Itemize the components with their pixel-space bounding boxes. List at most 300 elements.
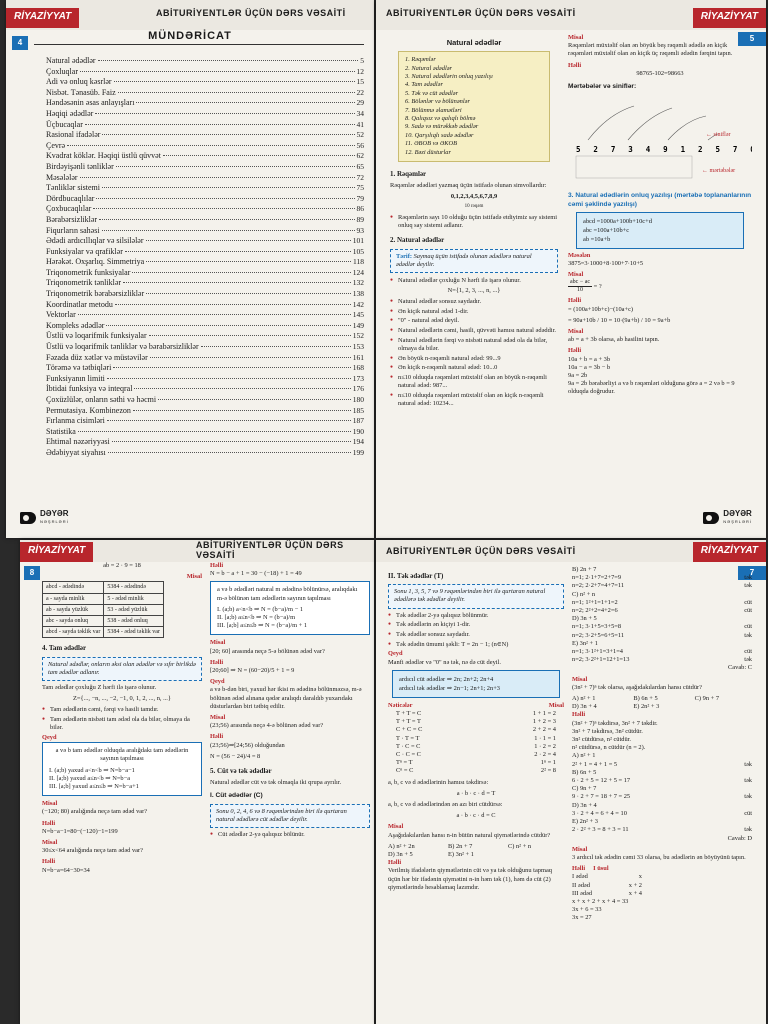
paragraph: (23;56) arasında neçə 4-ə bölünən ədəd var? <box>210 722 324 730</box>
toc-entry-title: Triqonometrik tənliklər <box>46 278 122 288</box>
toc-entry-title: Çoxüzlülər, onların səthi və həcmi <box>46 395 157 404</box>
solution-row-left: 9 · 2 + 7 = 18 + 7 = 25 <box>572 793 631 801</box>
solution-line: = (100a+10b+c)−(10a+c) <box>568 305 634 313</box>
toc-entry-page: 149 <box>352 320 364 330</box>
paragraph: [20; 60] arasında neçə 5-ə bölünən ədəd var? <box>210 647 325 655</box>
subject-tab: RİYAZİYYAT <box>20 542 93 562</box>
toc-entry-title: Rasional ifadələr <box>46 130 101 140</box>
toc-entry <box>46 236 364 247</box>
solution-line: 3n² cütdürsə, n² cütdür. <box>572 736 632 744</box>
left-column <box>388 566 564 895</box>
solution-label: Həlli <box>42 858 56 866</box>
formula-line: II. [a;b) yaxud a≤n<b ⇒ N=b−a <box>49 774 131 782</box>
answer: 98765-102=98663 <box>636 69 684 77</box>
paragraph: Verilmiş ifadələrin qiymətlərinin cüt və ya tək olduğunu tapmaq üçün hər bir ifadənin qiymətini n-in həm tək (1), həm də cüt (2) qiymətlərində hesablamaq lazımdır. <box>388 867 552 891</box>
toc-dots <box>80 71 355 72</box>
page-header <box>6 0 374 30</box>
solution-row-right: tək <box>744 656 752 664</box>
toc-entry <box>46 173 364 184</box>
toc-dots <box>108 452 351 453</box>
paragraph: 3875=3·1000+8·100+7·10+5 <box>568 260 644 268</box>
example-label: Misal <box>568 34 584 41</box>
logo-name: DƏYƏR <box>723 509 752 518</box>
toc-entry <box>46 88 364 99</box>
toc-dots <box>96 198 354 199</box>
toc-entry-title: Dördbucaqlılar <box>46 193 95 203</box>
table-cell: abc - sayda onluq <box>43 616 104 627</box>
toc-entry-page: 199 <box>352 447 364 457</box>
solution-row-right: cüt <box>744 809 752 817</box>
toc-entry <box>46 141 364 152</box>
toc-entry <box>46 268 364 279</box>
formula: a · b · c · d = T <box>456 789 496 797</box>
table-cell: abcd - ədədində <box>43 582 104 593</box>
toc-entry-title: Nisbət. Tənasüb. Faiz <box>46 87 116 97</box>
toc-entry <box>46 363 364 374</box>
solution-table <box>572 752 752 834</box>
toc-dots <box>146 261 351 262</box>
toc-entry <box>46 120 364 131</box>
toc-entry-title: Permutasiya. Kombinezon <box>46 405 131 415</box>
paragraph: a, b, c və d ədədlərindən ən azı biri cütdürsə: <box>388 801 503 809</box>
toc-entry-page: 118 <box>353 257 364 267</box>
toc-entry-page: 41 <box>356 119 364 129</box>
rule-row-left: T · C = C <box>396 742 421 750</box>
toc-entry <box>46 437 364 448</box>
toc-dots <box>132 272 350 273</box>
table-cell: a - sayda minlik <box>43 593 104 604</box>
solution-line: (23;56)⇒[24;56) olduğundan <box>210 741 285 749</box>
toc-entry-title: Həndəsənin əsas anlayışları <box>46 98 135 108</box>
toc-entry <box>46 162 364 173</box>
toc-dots <box>125 251 351 252</box>
toc-dots <box>106 325 350 326</box>
toc-dots <box>78 314 351 315</box>
page-contents <box>6 0 374 538</box>
toc-dots <box>85 124 355 125</box>
table-cell: ab - sayda yüzlük <box>43 604 104 615</box>
toc-entry-page: 15 <box>356 77 364 87</box>
solution-row <box>572 574 752 582</box>
solution-table <box>572 873 642 898</box>
toc-entry-title: Törəmə və tətbiqləri <box>46 363 112 373</box>
example-label: Misal <box>572 675 588 683</box>
solution-line: N = (56 − 24)/4 = 8 <box>210 752 261 760</box>
toc-entry <box>46 257 364 268</box>
table-row <box>43 604 164 615</box>
toc-entry-page: 168 <box>352 363 364 373</box>
solution-row <box>572 582 752 590</box>
results-label: Nəticələr <box>388 701 413 709</box>
note-label: Qeyd <box>388 650 403 658</box>
definition-box: Natural ədədlər, onların əksi olan ədədlər və sıfır birlikdə tam ədədlər adlanır. <box>42 657 202 681</box>
bullet-item: ● Tək ədədlər sonsuz saydadır. <box>388 631 564 639</box>
solution-line: (3n² + 7)ⁿ təkdirsə, 3n² + 7 təkdir. <box>572 719 658 727</box>
topic-item: 2. Natural ədədlər <box>405 64 453 72</box>
toc-entry <box>46 384 364 395</box>
topic-item: 7. Bölünmə əlamətləri <box>405 106 462 114</box>
solution-label: Həlli <box>210 562 224 569</box>
solution-line: 9a = 2b bərabərliyi a və b rəqəmləri olduğuna görə a = 2 və b = 9 olduqda doğrudur. <box>568 380 735 396</box>
rule-row <box>396 710 556 718</box>
bullet-list <box>42 706 202 732</box>
toc-entry-page: 153 <box>352 342 364 352</box>
solution-row-left: n=2; 3·2+5=6+5=11 <box>572 631 625 639</box>
toc-entry <box>46 374 364 385</box>
example-label: Misal <box>210 639 226 647</box>
formula: a · b · c · d = C <box>456 812 496 820</box>
toc-dots <box>123 282 351 283</box>
solution-row-right: x + 4 <box>628 889 642 897</box>
table-cell: 53 - ədəd yüzlük <box>104 604 164 615</box>
topic-item: 3. Natural ədədlərin onluq yazılışı <box>405 73 493 81</box>
rule-row-right: 1 + 2 = 3 <box>532 718 556 726</box>
page-header <box>376 0 766 30</box>
toc-entry-page: 173 <box>352 373 364 383</box>
toc-entry <box>46 448 364 459</box>
rule-row-left: T + T = T <box>396 718 421 726</box>
solution-line: n² cütdürsə, n cütdür (n = 2). <box>572 744 646 752</box>
toc-dots <box>136 102 354 103</box>
solution-row <box>572 769 752 777</box>
solution-row-left: 2² + 1 = 4 + 1 = 5 <box>572 760 618 768</box>
mertebeler-label: ← mərtəbələr <box>702 168 736 175</box>
toc-dots <box>163 155 355 156</box>
toc-dots <box>93 208 354 209</box>
page-number: 8 <box>24 566 40 580</box>
bullet-item: ● Tam ədədlərin nisbəti tam ədəd ola da bilər, olmaya da bilər. <box>42 716 202 732</box>
table-cell: 5384 - ədədində <box>104 582 164 593</box>
toc-entry-page: 79 <box>356 193 364 203</box>
solution-label: Həlli <box>42 819 56 827</box>
bullet-list: ● Natural ədədlər çoxluğu N hərfi ilə işarə olunur. <box>390 277 558 285</box>
toc-entry-page: 142 <box>352 299 364 309</box>
rule-row-left: T + T = C <box>396 710 422 718</box>
solution-row-left: 6 · 2 + 5 = 12 + 5 = 17 <box>572 777 631 785</box>
solution-line: N=b−a=64−30=34 <box>42 866 90 874</box>
solution-row <box>572 793 752 801</box>
solution-lines <box>572 720 752 753</box>
example-label: Misal <box>548 701 564 709</box>
fraction-question: $\frac{\text{abc − ac}}{10}$ = ? <box>570 279 602 294</box>
toc-entry-title: Vektorlar <box>46 310 76 320</box>
toc-dots <box>102 134 354 135</box>
toc-entry-page: 105 <box>352 246 364 256</box>
solution-row <box>572 648 752 656</box>
formula-line: II. [a;b) a≤n<b ⇒ N = (b−a)/m <box>217 614 296 622</box>
toc-entry-page: 89 <box>356 214 364 224</box>
solution-row-left: 2 · 2² + 3 = 8 + 3 = 11 <box>572 826 629 834</box>
rule-row-left: Tⁿ = T <box>396 759 413 767</box>
toc-dots <box>146 293 351 294</box>
formula-line: III. [a;b] yaxud a≤n≤b ⇒ N=b−a+1 <box>49 783 139 791</box>
bullet-item: ● Tək ədədin ümumi şəkli: T = 2n − 1; (n∈N) <box>388 641 564 649</box>
section-title: Mərtəbələr və siniflər: <box>568 83 637 91</box>
right-column <box>210 562 370 841</box>
solution-row <box>572 873 642 881</box>
toc-entry-title: Ədədi ardıcıllıqlar və silsilələr <box>46 236 144 246</box>
solution-line: 3x = 27 <box>572 914 592 922</box>
answer-option: E) 3n² + 1 <box>448 851 474 859</box>
toc-dots <box>112 441 351 442</box>
publisher-logo <box>20 510 69 526</box>
example-label: Misal <box>388 823 404 831</box>
toc-entry <box>46 331 364 342</box>
toc-entry-title: Adi və onluq kəsrlər <box>46 77 112 87</box>
set-notation: N={1, 2, 3, ..., n, ...} <box>447 286 501 294</box>
page-header <box>20 540 374 562</box>
solution-row-left: D) 3n + 4 <box>572 801 597 809</box>
toc-entry-title: Bərabərsizliklər <box>46 214 98 224</box>
toc-entry-title: Ehtimal nəzəriyyəsi <box>46 437 110 447</box>
solution-row-left: C) n² + n <box>572 590 596 598</box>
answer-option: B) 6n + 5 <box>633 695 658 703</box>
toc-dots <box>116 166 355 167</box>
solution-row <box>572 599 752 607</box>
table-cell: abcd - sayda təklik var <box>43 627 104 638</box>
toc-dots <box>133 410 351 411</box>
solution-row <box>572 882 642 890</box>
solution-row-right: cüt <box>744 598 752 606</box>
toc-entry-page: 101 <box>352 236 364 246</box>
formula-line: III. [a;b] a≤n≤b ⇒ N = (b−a)/m + 1 <box>217 622 308 630</box>
toc-entry <box>46 353 364 364</box>
solution-label: Həlli <box>210 658 224 666</box>
paragraph: Rəqəmləri müxtəlif olan ən böyük beş rəqəmli ədədlə ən kiçik rəqəmləri müxtəlif olan ən kiçik üç rəqəmli ədədin fərqini tapın. <box>568 42 733 58</box>
toc-entry <box>46 67 364 78</box>
topic-item: 12. Bəzi düsturlar <box>405 148 451 156</box>
page-natural-numbers <box>376 0 766 538</box>
toc-entry-page: 176 <box>352 384 364 394</box>
paragraph: 3 ardıcıl tək ədədin cəmi 33 olarsa, bu ədədlərin ən böyüyünü tapın. <box>572 853 746 861</box>
page-integers <box>20 540 374 1024</box>
answer-option: A) n² + 2n <box>388 842 415 850</box>
solution-label: Həlli <box>568 347 582 355</box>
toc-dots <box>149 335 351 336</box>
toc-entry <box>46 300 364 311</box>
rule-row-right: 1 · 2 = 2 <box>534 742 556 750</box>
paragraph: Tam ədədlər çoxluğu Z hərfi ilə işarə olunur. <box>42 684 157 692</box>
solution-row <box>572 818 752 826</box>
toc-entry-page: 75 <box>356 183 364 193</box>
example-label: Misal <box>572 845 588 853</box>
toc-dots <box>102 230 355 231</box>
toc-entry-page: 145 <box>352 310 364 320</box>
solution-label: Həlli <box>568 61 582 69</box>
answer-option: D) 3n + 5 <box>388 851 413 859</box>
solution-label: Həlli <box>210 733 224 741</box>
toc-entry-title: Birdəyişənli tənliklər <box>46 161 114 171</box>
example-label: Misal <box>568 271 584 279</box>
table-cell: 538 - ədəd onluq <box>104 616 164 627</box>
toc-entry-title: Triqonometrik funksiyalar <box>46 267 131 277</box>
toc-entry <box>46 321 364 332</box>
bullet-item: ● Natural ədədlərin fərqi və nisbəti natural ədəd ola da bilər, olmaya da bilər. <box>390 337 558 353</box>
parity-rules <box>388 710 564 776</box>
toc-entry-title: Çoxluqlar <box>46 66 78 76</box>
rule-row-right: 2 + 2 = 4 <box>532 726 556 734</box>
logo-name: DƏYƏR <box>40 509 69 518</box>
bullet-item: ● Natural ədədlərin cəmi, hasili, qüvvəti hamısı natural ədəddir. <box>390 327 558 335</box>
bullet-item: ● Natural ədədlər sonsuz saydadır. <box>390 298 558 306</box>
topic-item: 6. Bölənlər və bölünənlər <box>405 98 470 106</box>
table-row <box>43 627 164 638</box>
toc-dots <box>67 145 354 146</box>
solution-row-right: tək <box>744 777 752 785</box>
rule-row-left: C · C = C <box>396 751 421 759</box>
toc-entry <box>46 109 364 120</box>
answer: Cavab: C <box>728 664 752 672</box>
solution-row-right: tək <box>744 760 752 768</box>
toc-entry-page: 65 <box>356 161 364 171</box>
answer-option: C) n² + n <box>508 842 532 850</box>
toc-entry <box>46 395 364 406</box>
answer-option: D) 3n + 4 <box>572 703 597 711</box>
solution-row-left: n=1; 3·1²+1=3+1=4 <box>572 648 624 656</box>
result-line: ab = 2 · 9 = 18 <box>103 562 141 569</box>
formula-box: a və b ədədləri natural m ədədinə bölünürsə, aralıqdakı m-ə bölünən tam ədədlərin sayının tapılması I. (a;b) a<n<b ⇒ N = (b−a)/m − 1 II. [a;b) a≤n<b ⇒ N = (b−a)/m III. [a;b] a≤n≤b ⇒ N = (b−a)/m + 1 <box>210 581 370 635</box>
toc-entry <box>46 416 364 427</box>
logo-mark-icon <box>703 512 719 524</box>
toc-entry <box>46 427 364 438</box>
toc-entry-title: Çevrə <box>46 140 66 150</box>
set-notation: Z={..., −n, ..., −2, −1, 0, 1, 2, ..., n, ...} <box>73 695 171 703</box>
solution-row <box>572 777 752 785</box>
toc-entry-page: 22 <box>356 87 364 97</box>
solution-line: 3n² + 7 təkdirsə, 3n² cütdür. <box>572 727 643 735</box>
toc-entry <box>46 215 364 226</box>
toc-dots <box>107 420 351 421</box>
solution-row <box>572 761 752 769</box>
solution-lines <box>572 898 752 923</box>
solution-row <box>572 826 752 834</box>
solution-row <box>572 810 752 818</box>
toc-dots <box>78 431 351 432</box>
solution-row-left: I ədəd <box>572 873 588 881</box>
toc-entry <box>46 342 364 353</box>
divider <box>34 44 364 45</box>
note-label: Qeyd <box>42 734 57 742</box>
digits: 0,1,2,3,4,5,6,7,8,9 10 rəqəm <box>450 193 498 209</box>
toc-entry-page: 12 <box>356 66 364 76</box>
series-title: ABİTURİYENTLƏR ÜÇÜN DƏRS VƏSAİTİ <box>386 546 576 556</box>
rule-row-left: Cⁿ = C <box>396 767 414 775</box>
toc-entry-title: Fəzada düz xətlər və müstəvilər <box>46 352 148 362</box>
toc-entry <box>46 98 364 109</box>
toc-dots <box>158 399 351 400</box>
solution-row-left: B) 6n + 5 <box>572 768 597 776</box>
formula-box: abcd =1000a+100b+10c+d abc =100a+10b+c ab =10a+b <box>576 212 744 249</box>
bullet-list <box>388 612 564 649</box>
solution-row <box>572 640 752 648</box>
toc-entry-title: Koordinatlar metodu <box>46 299 113 309</box>
toc-entry-title: Üçbucaqlar <box>46 119 83 129</box>
answer-options <box>572 695 752 711</box>
series-title: ABİTURİYENTLƏR ÜÇÜN DƏRS VƏSAİTİ <box>156 8 346 18</box>
solution-line: N=b−a−1=80−(−120)−1=199 <box>42 827 118 835</box>
solution-row-right: tək <box>744 582 752 590</box>
bullet-item: ● Ən böyük n-rəqəmli natural ədəd: 99...9 <box>390 355 558 363</box>
solution-table <box>572 566 752 664</box>
answer-option: C) 9n + 7 <box>694 695 720 703</box>
bullet-list <box>210 831 370 839</box>
toc-entry <box>46 226 364 237</box>
publisher-logo <box>703 510 752 526</box>
definition-box: Sonu 1, 3, 5, 7 və 9 rəqəmlərindən biri ilə qurtaran natural ədədlərə tək ədədlər deyilir. <box>388 584 564 608</box>
section-title: 5. Cüt və tək ədədlər <box>210 767 272 776</box>
solution-line: N = b − a + 1 = 30 − (−18) + 1 = 49 <box>210 570 302 578</box>
paragraph: a, b, c və d ədədlərinin hamısı təkdirsə: <box>388 778 489 786</box>
example-label: Misal <box>42 800 58 808</box>
toc-entry-page: 34 <box>356 108 364 118</box>
place-table <box>42 581 164 638</box>
rule-row <box>396 767 556 775</box>
section-title: 2. Natural ədədlər <box>390 236 445 245</box>
solution-row-left: n=2; 3·2²+1=12+1=13 <box>572 656 630 664</box>
example-label: Məsələn <box>568 251 591 259</box>
toc-dots <box>107 378 351 379</box>
right-column <box>572 566 752 923</box>
paragraph: (−120; 80) aralığında neçə tam ədəd var? <box>42 808 148 816</box>
rule-row <box>396 759 556 767</box>
answer: Cavab: D <box>727 834 752 842</box>
solution-row <box>572 607 752 615</box>
solution-row-right: x + 2 <box>628 881 642 889</box>
toc-entry-title: Kvadrat köklər. Həqiqi üstlü qüvvət <box>46 151 161 161</box>
toc-dots <box>99 219 354 220</box>
subsection-title: I. Cüt ədədlər (C) <box>210 792 263 800</box>
logo-mark-icon <box>20 512 36 524</box>
toc-dots <box>114 81 355 82</box>
topic-item: 11. ƏBOB və ƏKOB <box>405 140 458 148</box>
rule-row <box>396 751 556 759</box>
solution-row-left: E) 3n² + 1 <box>572 639 598 647</box>
solution-row <box>572 752 752 760</box>
solution-row-left: n=1; 3·1+5=3+5=8 <box>572 623 622 631</box>
solution-line: 9a = 2b <box>568 372 588 380</box>
solution-row-right: tək <box>744 793 752 801</box>
topic-item: 4. Tam ədədlər <box>405 81 443 89</box>
toc-dots <box>150 357 351 358</box>
solution-row-right: tək <box>744 826 752 834</box>
solution-row-left: 3 · 2 + 4 = 6 + 4 = 10 <box>572 809 627 817</box>
table-cell: 5 - ədəd minlik <box>104 593 164 604</box>
paragraph: Natural ədədlər cüt və tək olmaqla iki qrupa ayrılır. <box>210 779 342 787</box>
right-column <box>568 34 752 397</box>
toc-entry-title: Çoxbucaqlılar <box>46 204 92 214</box>
toc-dots <box>118 92 355 93</box>
solution-label: Həlli <box>388 859 402 867</box>
toc-entry-title: Həqiqi ədədlər <box>46 108 94 118</box>
toc-entry <box>46 183 364 194</box>
solution-row-left: III ədəd <box>572 889 593 897</box>
toc-entry <box>46 406 364 417</box>
solution-row-left: E) 2n² + 3 <box>572 818 598 826</box>
toc-entry-page: 187 <box>352 416 364 426</box>
toc-entry-title: Statistika <box>46 426 76 436</box>
solution-line: 10a − a = 3b − b <box>568 363 611 371</box>
toc-title: MÜNDƏRİCAT <box>148 30 232 42</box>
page-number: 4 <box>12 36 28 50</box>
paragraph: (3n² + 7)ⁿ tək olarsa, aşağıdakılardan hansı cütdür? <box>572 683 702 691</box>
solution-label: Həlli <box>568 297 582 305</box>
toc-entry-title: Kompleks ədədlər <box>46 320 105 330</box>
toc-entry-title: Fırlanma cisimləri <box>46 416 105 426</box>
bullet-list: ● Rəqəmlərin sayı 10 olduğu üçün istifadə etdiyimiz say sistemi onluq say sistemi adlanır. <box>390 214 558 230</box>
definition-box: Sonu 0, 2, 4, 6 və 8 rəqəmlərindən biri ilə qurtaran natural ədədlərə cüt ədədlər deyilir. <box>210 804 370 828</box>
section-title: 4. Tam ədədlər <box>42 644 87 653</box>
solution-row <box>572 591 752 599</box>
